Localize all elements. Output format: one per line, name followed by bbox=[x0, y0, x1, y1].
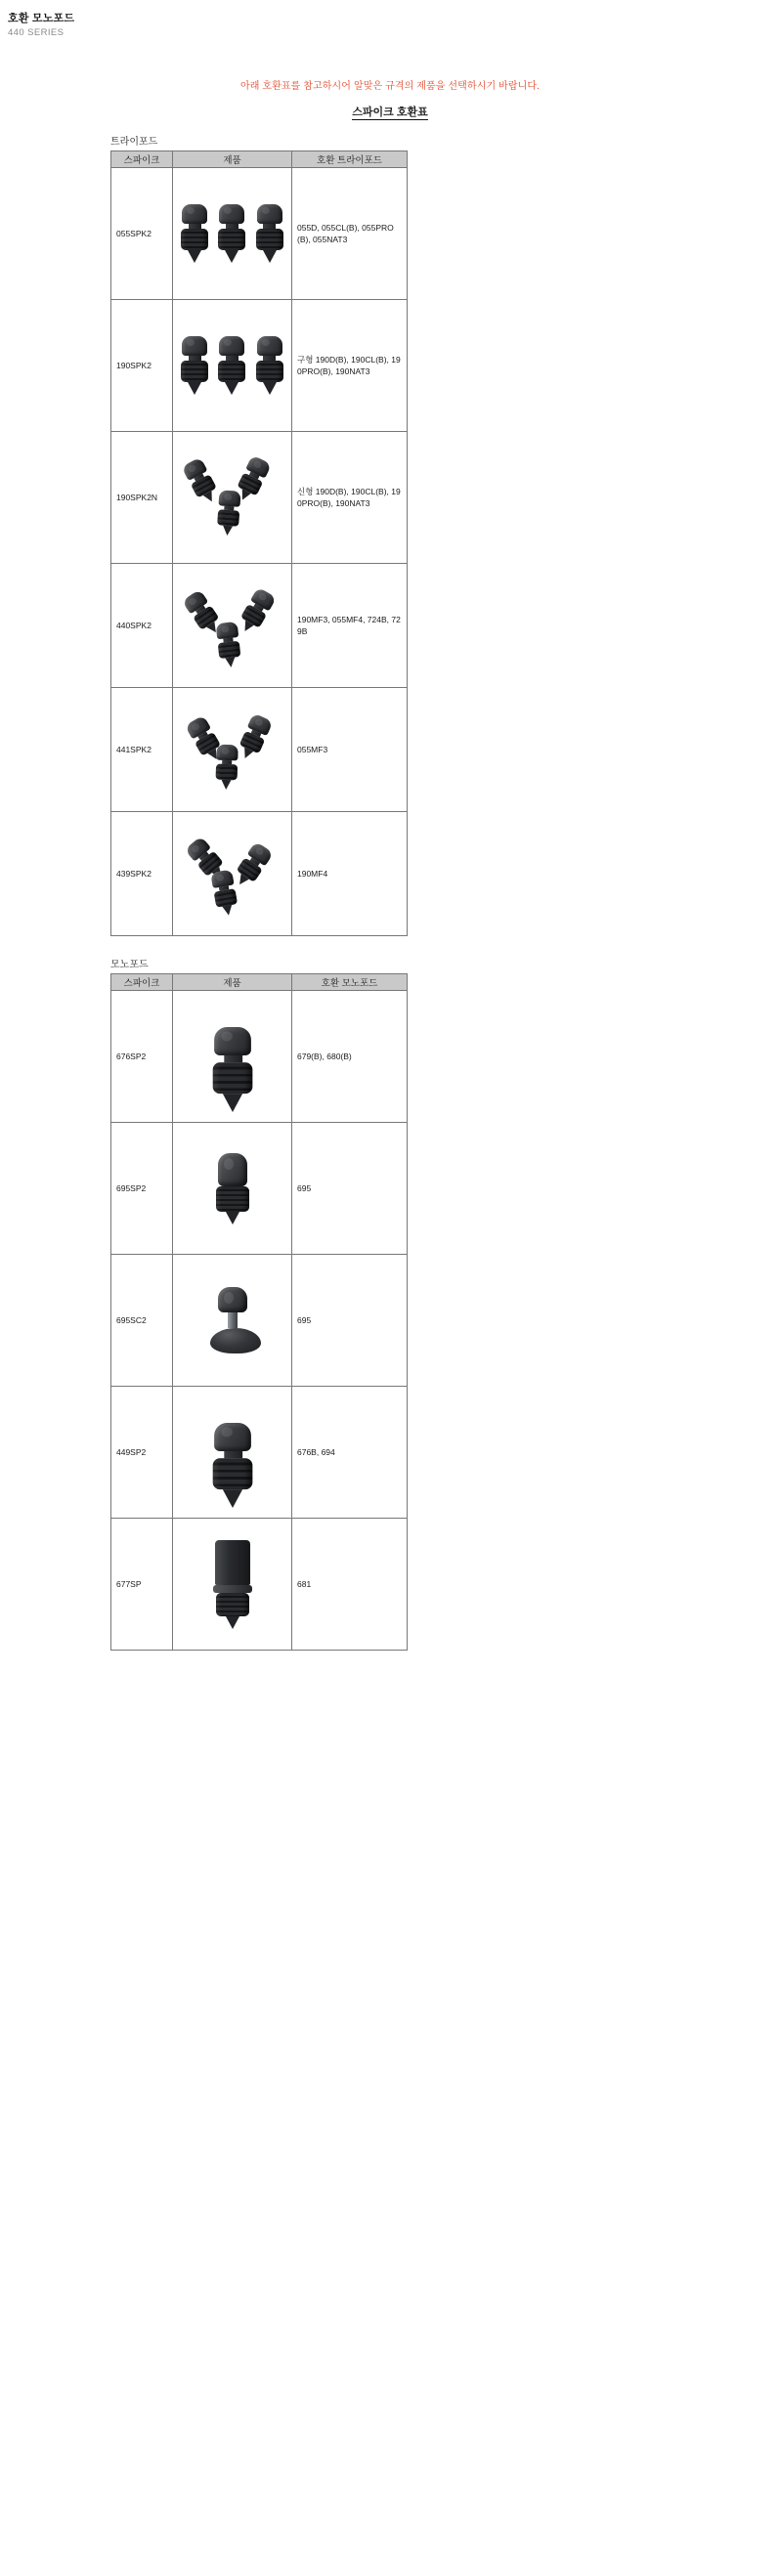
tube-spike-image bbox=[178, 1532, 286, 1637]
tube-band bbox=[213, 1585, 252, 1593]
spike-trio-image bbox=[178, 204, 286, 263]
column-header-compat: 호환 트라이포드 bbox=[292, 151, 408, 168]
spike-rings bbox=[218, 229, 245, 250]
document-header bbox=[0, 0, 780, 40]
table-row bbox=[111, 1519, 408, 1651]
cell-spike-code: 190SPK2 bbox=[111, 300, 173, 432]
column-header-spike: 스파이크 bbox=[111, 974, 173, 991]
cell-spike-code: 695SP2 bbox=[111, 1123, 173, 1255]
spike-rings bbox=[256, 229, 283, 250]
spike-tip bbox=[225, 657, 236, 667]
spike-tip bbox=[222, 1094, 241, 1112]
table-row bbox=[111, 1255, 408, 1387]
spike-head bbox=[257, 336, 282, 356]
table-row bbox=[111, 812, 408, 936]
spike-tip bbox=[225, 382, 238, 395]
spike-unit bbox=[178, 336, 211, 395]
cell-spike-code: 677SP bbox=[111, 1519, 173, 1651]
column-header-compat: 호환 모노포드 bbox=[292, 974, 408, 991]
spike-tip bbox=[263, 382, 277, 395]
spike-unit bbox=[209, 744, 244, 790]
cell-compat-list: 190MF3, 055MF4, 724B, 729B bbox=[292, 564, 408, 688]
spike-head bbox=[210, 869, 234, 888]
section-heading-label: 스파이크 호환표 bbox=[352, 107, 428, 118]
table-row bbox=[111, 991, 408, 1123]
spike-tip bbox=[222, 905, 234, 917]
cell-compat-list: 190MF4 bbox=[292, 812, 408, 936]
cell-compat-list: 676B, 694 bbox=[292, 1387, 408, 1519]
ballhead-knob bbox=[218, 1287, 247, 1312]
bottom-spacer bbox=[0, 1651, 780, 1672]
cell-product-image bbox=[173, 1387, 292, 1519]
cell-compat-list: 구형 190D(B), 190CL(B), 190PRO(B), 190NAT3 bbox=[292, 300, 408, 432]
ballhead-knob bbox=[218, 1153, 247, 1186]
spike-unit bbox=[204, 1423, 261, 1508]
spike-unit bbox=[215, 204, 248, 263]
spike-unit bbox=[215, 336, 248, 395]
spike-rings bbox=[213, 888, 237, 908]
table-row bbox=[111, 432, 408, 564]
spike-cluster-image bbox=[179, 455, 286, 539]
cell-compat-list: 695 bbox=[292, 1123, 408, 1255]
spike-tip bbox=[188, 250, 201, 263]
spike-rings bbox=[217, 641, 240, 659]
cell-spike-code: 449SP2 bbox=[111, 1387, 173, 1519]
cell-compat-list: 055D, 055CL(B), 055PRO(B), 055NAT3 bbox=[292, 168, 408, 300]
spike-rings bbox=[181, 361, 208, 382]
table-header-row bbox=[111, 974, 408, 991]
cell-product-image bbox=[173, 168, 292, 300]
ballhead-spike-image bbox=[178, 1145, 286, 1232]
cell-spike-code: 439SPK2 bbox=[111, 812, 173, 936]
ballhead-unit bbox=[210, 1287, 255, 1353]
spike-tip bbox=[222, 526, 233, 537]
tube-body bbox=[215, 1540, 250, 1585]
spike-tip bbox=[221, 780, 231, 790]
rubber-foot-base bbox=[210, 1328, 261, 1353]
spike-cluster-image bbox=[179, 708, 286, 792]
table-row bbox=[111, 564, 408, 688]
spike-head bbox=[214, 1423, 251, 1451]
spike-head bbox=[182, 336, 207, 356]
ballhead-base-image bbox=[178, 1279, 286, 1361]
spike-rings bbox=[212, 1062, 252, 1094]
spike-rings bbox=[217, 509, 239, 526]
table-header-row bbox=[111, 151, 408, 168]
spike-neck bbox=[223, 1055, 241, 1062]
cell-product-image bbox=[173, 564, 292, 688]
cell-spike-code: 190SPK2N bbox=[111, 432, 173, 564]
ballhead-stem bbox=[228, 1312, 238, 1328]
group-label-monopod: 모노포드 bbox=[110, 960, 149, 970]
cell-spike-code: 055SPK2 bbox=[111, 168, 173, 300]
spike-tip bbox=[222, 1489, 241, 1508]
cell-product-image bbox=[173, 812, 292, 936]
spike-head bbox=[219, 204, 244, 224]
spike-unit bbox=[210, 490, 246, 537]
spike-head bbox=[215, 622, 238, 639]
spike-head bbox=[182, 204, 207, 224]
cell-product-image bbox=[173, 688, 292, 812]
spike-rings bbox=[218, 361, 245, 382]
cell-product-image bbox=[173, 432, 292, 564]
cell-compat-list: 695 bbox=[292, 1255, 408, 1387]
cell-compat-list: 681 bbox=[292, 1519, 408, 1651]
spike-head bbox=[218, 490, 240, 506]
cell-product-image bbox=[173, 1123, 292, 1255]
ballhead-unit bbox=[210, 1153, 255, 1224]
cell-product-image bbox=[173, 1519, 292, 1651]
spike-cluster-image bbox=[179, 583, 286, 667]
cell-compat-list: 신형 190D(B), 190CL(B), 190PRO(B), 190NAT3 bbox=[292, 432, 408, 564]
column-header-spike: 스파이크 bbox=[111, 151, 173, 168]
table-row bbox=[111, 1123, 408, 1255]
section-heading bbox=[0, 104, 780, 119]
spike-unit bbox=[204, 868, 244, 918]
spike-unit bbox=[178, 204, 211, 263]
spike-cluster-image bbox=[179, 832, 286, 916]
spike-tip bbox=[263, 250, 277, 263]
spike-rings bbox=[215, 764, 238, 781]
spike-head bbox=[257, 204, 282, 224]
page-subtitle: 440 SERIES bbox=[8, 27, 65, 38]
spike-head bbox=[219, 336, 244, 356]
table-row bbox=[111, 300, 408, 432]
spike-tip bbox=[226, 1616, 239, 1629]
table-row bbox=[111, 1387, 408, 1519]
spike-rings bbox=[216, 1186, 249, 1212]
spike-trio-image bbox=[178, 336, 286, 395]
notice-text: 아래 호환표를 참고하시어 알맞은 규격의 제품을 선택하시기 바랍니다. bbox=[239, 81, 541, 92]
spike-single-image bbox=[178, 1019, 286, 1094]
spike-head bbox=[216, 745, 238, 761]
page-title: 호환 모노포드 bbox=[8, 13, 75, 24]
column-header-product: 제품 bbox=[173, 151, 292, 168]
spike-unit bbox=[253, 204, 286, 263]
spike-head bbox=[214, 1027, 251, 1055]
cell-product-image bbox=[173, 991, 292, 1123]
cell-product-image bbox=[173, 300, 292, 432]
cell-spike-code: 695SC2 bbox=[111, 1255, 173, 1387]
cell-spike-code: 676SP2 bbox=[111, 991, 173, 1123]
spike-unit bbox=[204, 1027, 261, 1112]
spike-unit bbox=[253, 336, 286, 395]
table-row bbox=[111, 688, 408, 812]
cell-compat-list: 055MF3 bbox=[292, 688, 408, 812]
spike-tip bbox=[226, 1212, 239, 1224]
monopod-compat-table bbox=[110, 973, 408, 1651]
spike-neck bbox=[223, 1451, 241, 1458]
cell-spike-code: 441SPK2 bbox=[111, 688, 173, 812]
tube-unit bbox=[178, 1540, 286, 1629]
spike-unit bbox=[209, 621, 247, 668]
spike-rings bbox=[216, 1593, 249, 1616]
table-row bbox=[111, 168, 408, 300]
spike-rings bbox=[256, 361, 283, 382]
spike-tip bbox=[188, 382, 201, 395]
tripod-compat-table bbox=[110, 150, 408, 936]
column-header-product: 제품 bbox=[173, 974, 292, 991]
spike-rings bbox=[212, 1458, 252, 1489]
cell-product-image bbox=[173, 1255, 292, 1387]
spike-tip bbox=[225, 250, 238, 263]
spike-rings bbox=[181, 229, 208, 250]
group-label-tripod: 트라이포드 bbox=[110, 137, 158, 148]
cell-compat-list: 679(B), 680(B) bbox=[292, 991, 408, 1123]
spike-single-image bbox=[178, 1415, 286, 1489]
cell-spike-code: 440SPK2 bbox=[111, 564, 173, 688]
